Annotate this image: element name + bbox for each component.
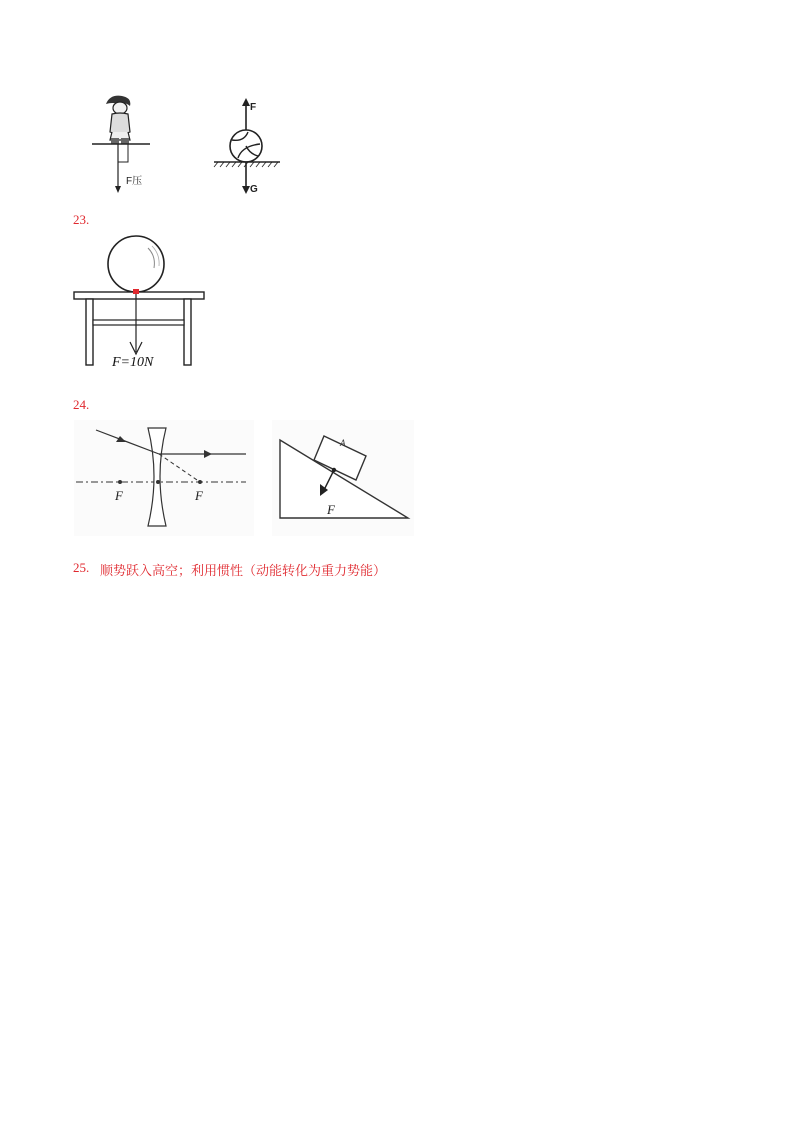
q23-figure-table-ball (72, 234, 212, 370)
q24-focus-right: F (195, 488, 203, 503)
q24-figure-concave-lens (74, 420, 254, 536)
q24-focus-left: F (115, 488, 123, 503)
q24-figure-incline-block (272, 420, 414, 536)
q22-figure-ball (208, 96, 288, 200)
q24-force-label: F (327, 502, 335, 517)
q25-answer: 顺势跃入高空；利用惯性（动能转化为重力势能） (100, 563, 387, 578)
q24-number: 24. (73, 397, 90, 412)
q25-number: 25. (73, 560, 90, 575)
q23-force-label: F=10N (112, 355, 154, 370)
q22-up-label: F (250, 102, 257, 113)
q23-number: 23. (73, 212, 90, 227)
q22-figure-person (90, 92, 160, 202)
q22-force-label: F压 (126, 176, 143, 187)
q22-down-label: G (250, 184, 258, 195)
q24-block-label: A (340, 438, 346, 448)
